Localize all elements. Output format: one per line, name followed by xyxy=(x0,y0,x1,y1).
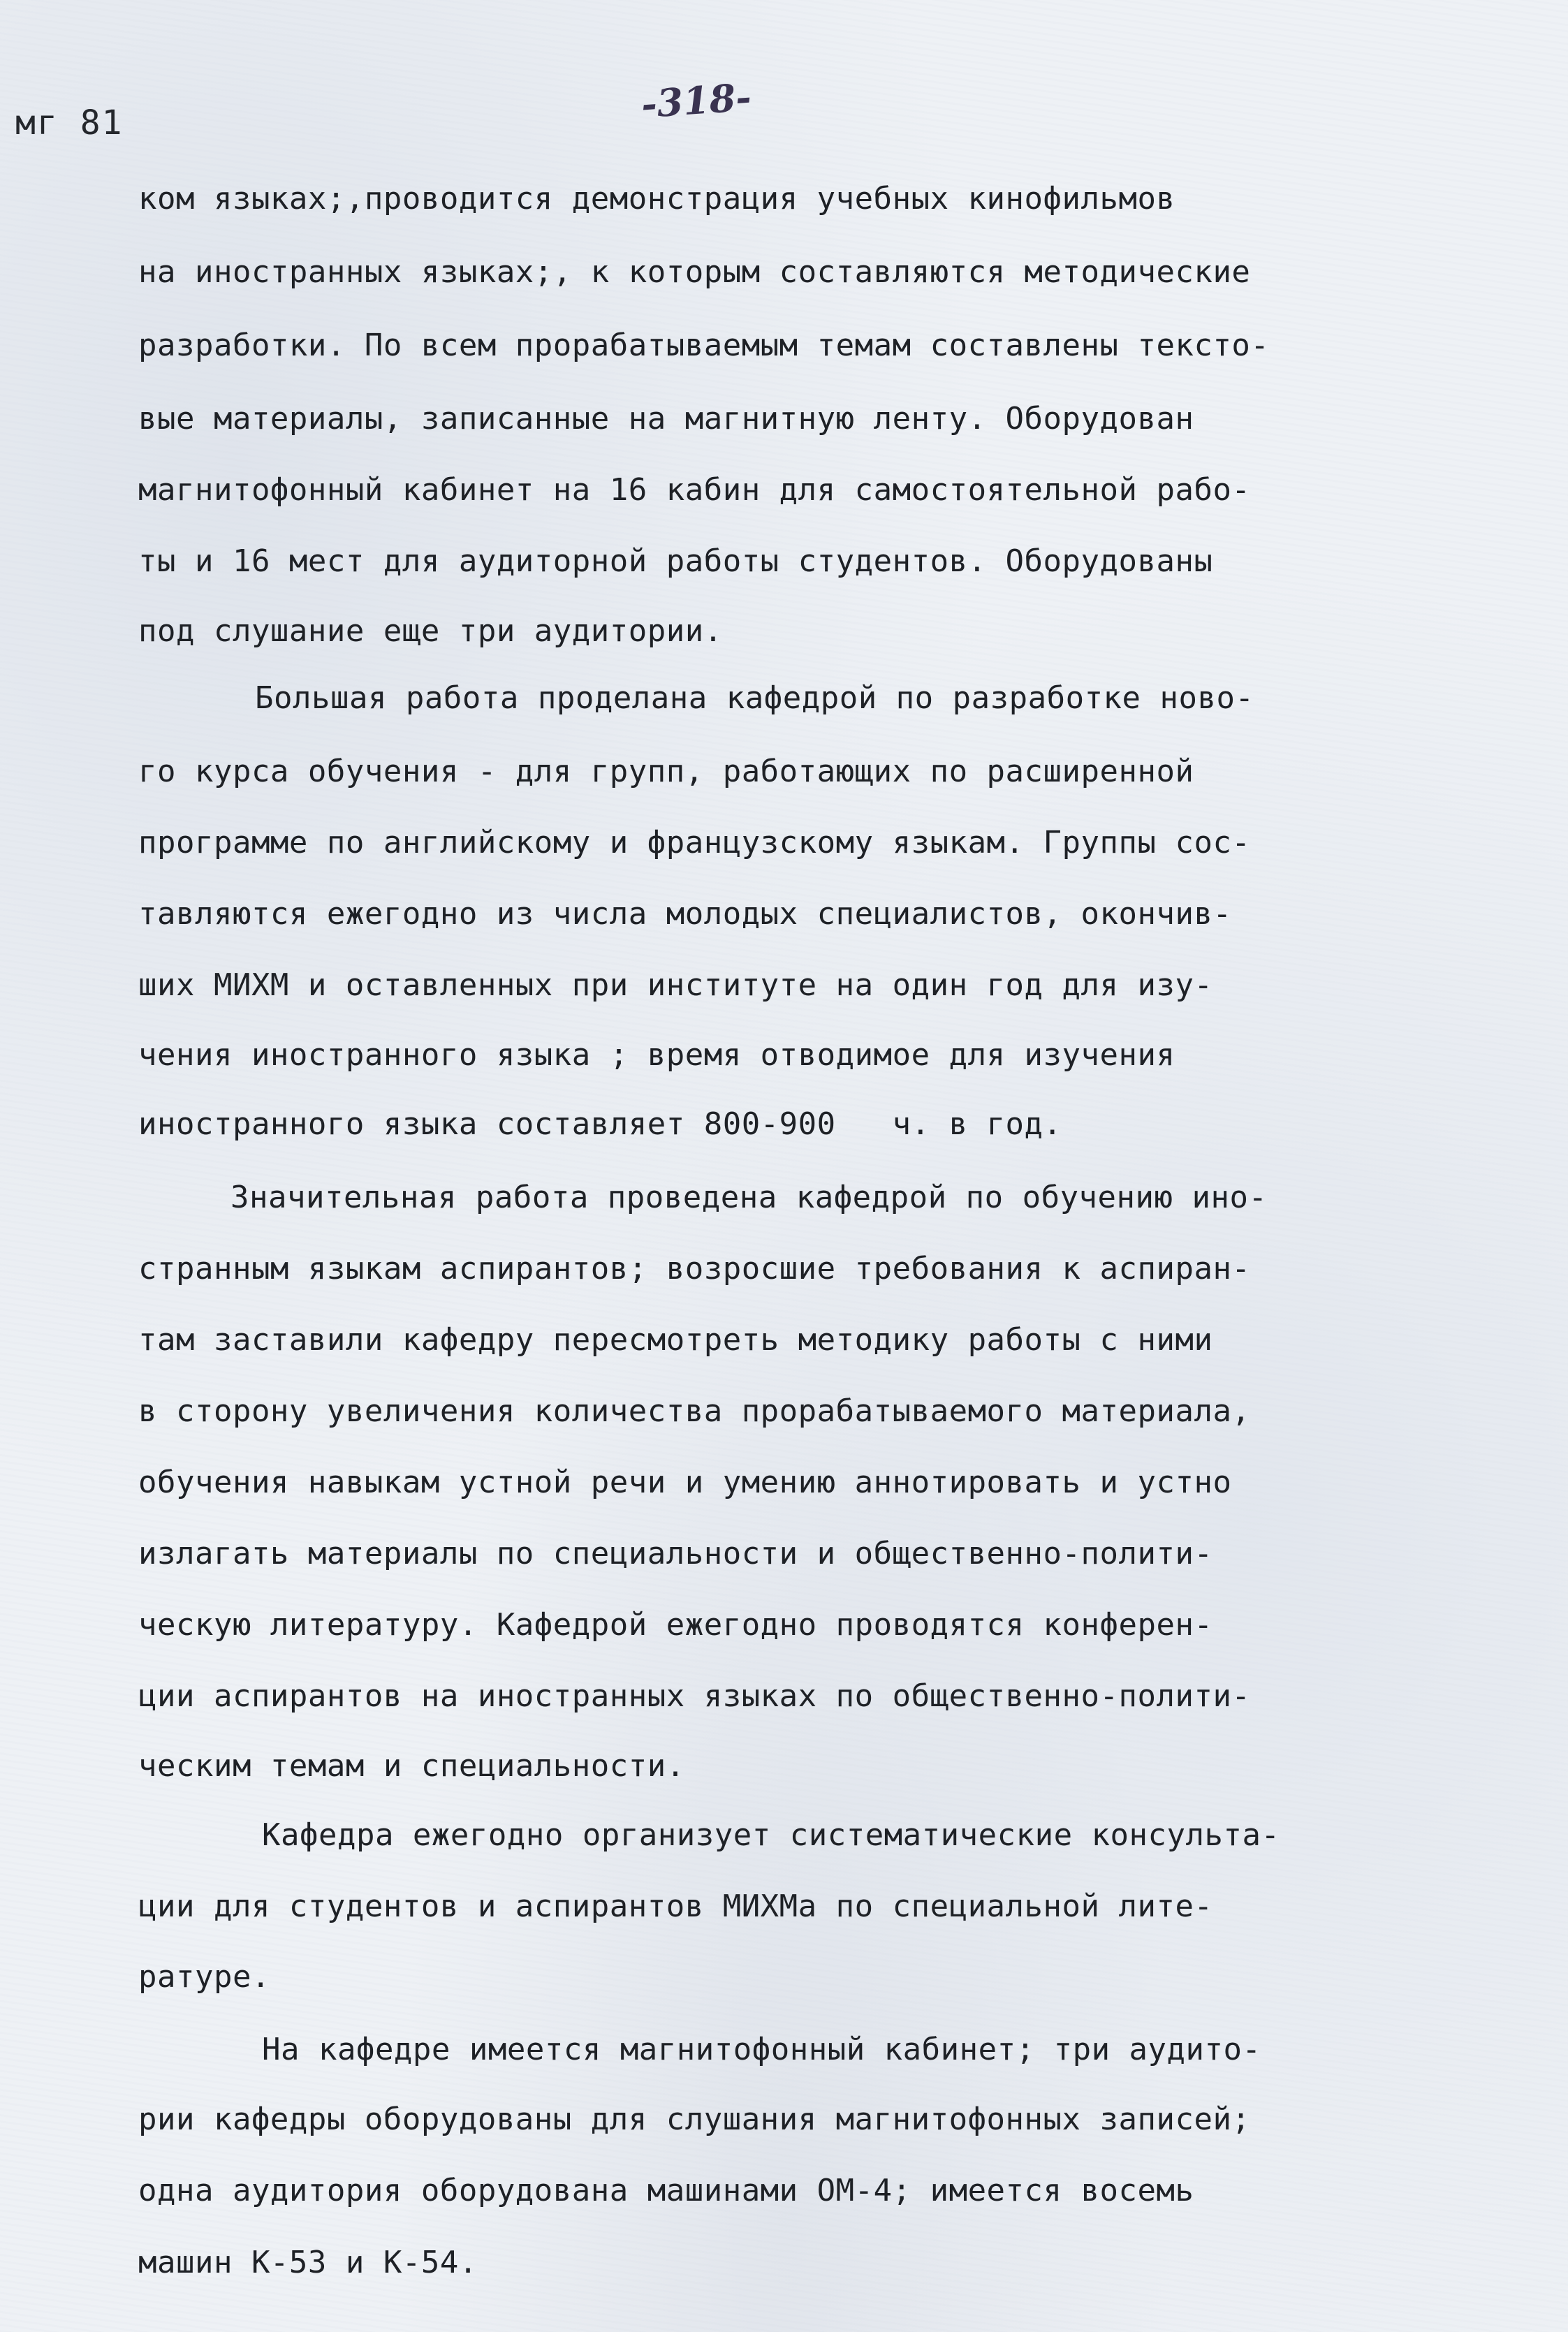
text-line: иностранного языка составляет 800-900 ч. в год. xyxy=(138,1106,1062,1142)
text-line: странным языкам аспирантов; возросшие требования к аспиран- xyxy=(138,1251,1251,1286)
page-number: -318- xyxy=(639,74,753,127)
text-line: го курса обучения - для групп, работающих по расширенной xyxy=(138,754,1194,789)
text-line: программе по английскому и французскому языкам. Группы сос- xyxy=(138,825,1251,860)
text-line: Большая работа проделана кафедрой по разработке ново- xyxy=(255,680,1254,716)
text-line: чения иностранного языка ; время отводимое для изучения xyxy=(138,1037,1175,1073)
text-line: ты и 16 мест для аудиторной работы студентов. Оборудованы xyxy=(138,543,1213,579)
text-line: ции для студентов и аспирантов МИХМа по специальной лите- xyxy=(138,1889,1213,1924)
text-line: там заставили кафедру пересмотреть методику работы с ними xyxy=(138,1322,1213,1358)
text-line: ратуре. xyxy=(138,1959,270,1995)
text-line: На кафедре имеется магнитофонный кабинет; три аудито- xyxy=(262,2032,1261,2067)
text-line: тавляются ежегодно из числа молодых специалистов, окончив- xyxy=(138,896,1232,932)
text-line: Значительная работа проведена кафедрой по обучению ино- xyxy=(230,1180,1268,1215)
text-line: излагать материалы по специальности и общественно-полити- xyxy=(138,1536,1213,1571)
text-line: вые материалы, записанные на магнитную ленту. Оборудован xyxy=(138,401,1194,437)
text-line: обучения навыкам устной речи и умению аннотировать и устно xyxy=(138,1465,1232,1500)
text-line: ческую литературу. Кафедрой ежегодно проводятся конферен- xyxy=(138,1607,1213,1643)
text-line: ком языках;,проводится демонстрация учебных кинофильмов xyxy=(138,181,1175,217)
text-line: Кафедра ежегодно организует систематические консульта- xyxy=(262,1817,1280,1853)
text-line: под слушание еще три аудитории. xyxy=(138,613,723,649)
margin-mark: мг 81 xyxy=(15,103,124,142)
text-line: одна аудитория оборудована машинами ОМ-4; имеется восемь xyxy=(138,2173,1194,2208)
text-line: магнитофонный кабинет на 16 кабин для самостоятельной рабо- xyxy=(138,472,1251,508)
text-line: машин К-53 и К-54. xyxy=(138,2245,478,2280)
text-line: ции аспирантов на иностранных языках по общественно-полити- xyxy=(138,1678,1251,1714)
text-line: рии кафедры оборудованы для слушания магнитофонных записей; xyxy=(138,2102,1251,2137)
text-line: в сторону увеличения количества прорабатываемого материала, xyxy=(138,1393,1251,1429)
text-line: ческим темам и специальности. xyxy=(138,1748,685,1784)
text-line: разработки. По всем прорабатываемым темам составлены тексто- xyxy=(138,328,1270,363)
text-line: на иностранных языках;, к которым составляются методические xyxy=(138,254,1251,290)
text-line: ших МИХМ и оставленных при институте на один год для изу- xyxy=(138,967,1213,1003)
